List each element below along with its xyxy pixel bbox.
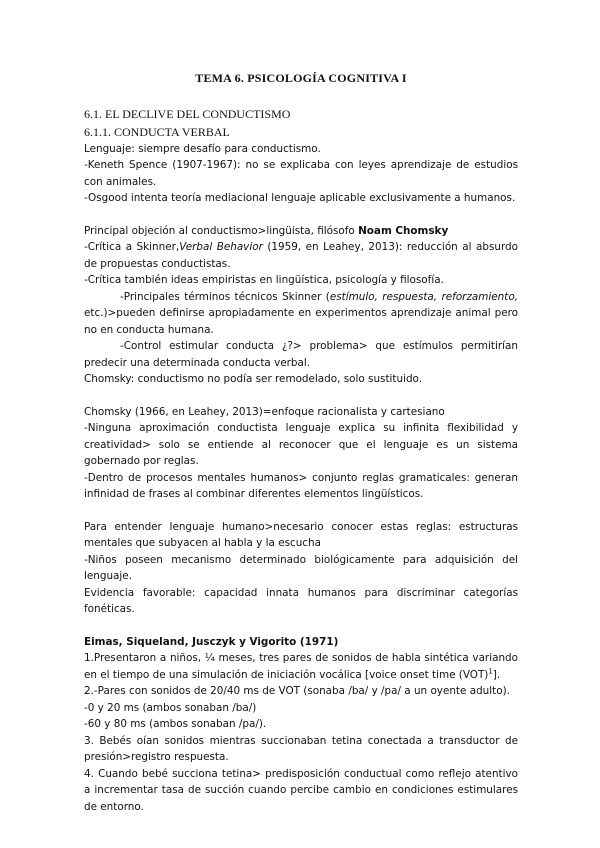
paragraph: -Ninguna aproximación conductista lenguaje explica su infinita flexibilidad y creatividad> solo se entiende al reconocer que el lenguaje es un sistema gobernado por reglas. [84,422,518,467]
paragraph: Para entender lenguaje humano>necesario conocer estas reglas: estructuras mentales que subyacen al habla y la escucha [84,520,518,549]
paragraph-group-4 [84,519,518,618]
spacer [84,618,518,634]
italic-title: Verbal Behavior [179,241,263,253]
text-run: -Crítica a Skinner, [84,241,180,253]
paragraph [84,650,518,683]
study-heading: Eimas, Siqueland, Jusczyk y Vigorito (1971) [84,635,339,648]
paragraph [84,239,518,272]
section-heading: 6.1. EL DECLIVE DEL CONDUCTISMO [84,106,291,121]
paragraph: 3. Bebés oían sonidos mientras succionaban tetina conectada a transductor de presión>registro respuesta. [84,734,518,763]
spacer [84,388,518,404]
paragraph: -Keneth Spence (1907-1967): no se explicaba con leyes aprendizaje de estudios con animales. [84,159,518,188]
paragraph: -0 y 20 ms (ambos sonaban /ba/) [84,701,257,714]
paragraph: -Dentro de procesos mentales humanos> conjunto reglas gramaticales: generan infinidad de frases al combinar diferentes elementos lingüísticos. [84,471,518,500]
paragraph-group-2 [84,223,518,388]
paragraph-group-3 [84,404,518,503]
italic-terms: estímulo, respuesta, reforzamiento, [329,290,518,303]
paragraph: Evidencia favorable: capacidad innata humanos para discriminar categorías fonéticas. [84,586,518,615]
paragraph: -Osgood intenta teoría mediacional lenguaje aplicable exclusivamente a humanos. [84,192,516,204]
paragraph: 2.-Pares con sonidos de 20/40 ms de VOT (sonaba /ba/ y /pa/ a un oyente adulto). [84,685,510,697]
paragraph: Lenguaje: siempre desafío para conductismo. [84,142,321,155]
footnote-marker: 1 [488,667,493,676]
paragraph: -Control estimular conducta ¿?> problema> que estímulos permitirían predecir una determinada conducta verbal. [84,340,518,369]
paragraph [84,289,518,339]
page-title: TEMA 6. PSICOLOGÍA COGNITIVA I [195,71,407,85]
text-run: ]. [492,668,501,681]
paragraph: -Niños poseen mecanismo determinado biológicamente para adquisición del lenguaje. [84,553,518,582]
paragraph: 4. Cuando bebé succiona tetina> predisposición conductual como reflejo atentivo a incrementar tasa de succión cuando percibe cambio en condiciones estimulares de entorno. [84,767,518,813]
bold-name: Noam Chomsky [358,224,449,237]
text-run: etc.)>pueden definirse apropiadamente en experimentos aprendizaje animal pero no en conducta humana. [84,307,518,336]
text-run: Principal objeción al conductismo>lingüista, filósofo [84,224,359,237]
paragraph: -60 y 80 ms (ambos sonaban /pa/). [84,718,267,730]
subsection-heading: 6.1.1. CONDUCTA VERBAL [84,124,230,139]
paragraph-group-5 [84,634,518,816]
paragraph [84,223,518,240]
paragraph-group-1 [84,141,518,207]
text-run: (1959, en Leahey, 2013): reducción al absurdo de propuestas conductistas. [84,241,518,270]
paragraph: -Crítica también ideas empiristas en lingüística, psicología y filosofía. [84,274,444,286]
paragraph: Chomsky (1966, en Leahey, 2013)=enfoque racionalista y cartesiano [84,405,445,418]
paragraph: Chomsky: conductismo no podía ser remodelado, solo sustituido. [84,373,423,385]
spacer [84,503,518,519]
text-run: 1.Presentaron a niños, ¼ meses, tres pares de sonidos de habla sintética variando en el tiempo de una simulación de iniciación vocálica [voice onset time (VOT) [84,652,518,681]
text-run: -Principales términos técnicos Skinner ( [120,290,330,303]
spacer [84,207,518,223]
